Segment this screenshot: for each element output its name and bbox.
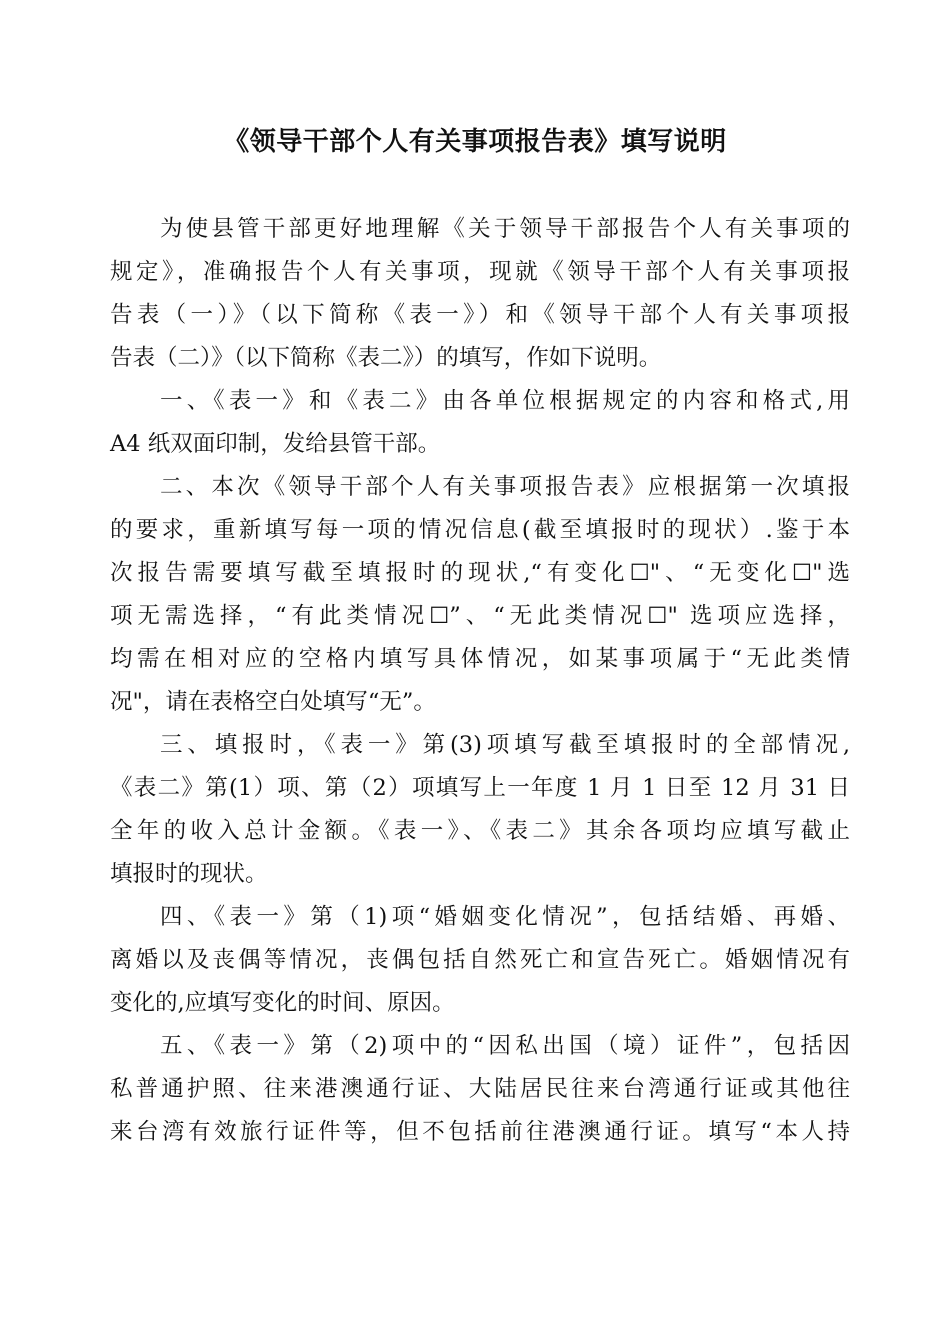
- text-line: 二、本次《领导干部个人有关事项报告表》应根据第一次填报: [160, 474, 850, 500]
- text-line: 告表（二）》（以下简称《表二》）的填写，作如下说明。: [110, 345, 662, 371]
- text-line: 填报时的现状。: [110, 861, 268, 887]
- text-line: 一、《表一》和《表二》由各单位根据规定的内容和格式,用: [160, 388, 850, 414]
- text-line: 均需在相对应的空格内填写具体情况，如某事项属于“无此类情: [110, 646, 850, 672]
- paragraph-intro: [110, 208, 850, 380]
- paragraph-item-3: [110, 724, 850, 896]
- document-body: [110, 208, 850, 1154]
- text-line: 三、填报时，《表一》第(3)项填写截至填报时的全部情况,: [160, 732, 850, 758]
- text-line: 告表（一）》（以下简称《表一》）和《领导干部个人有关事项报: [110, 302, 850, 328]
- text-line: 项无需选择，“有此类情况☐”、“无此类情况☐" 选项应选择，: [110, 603, 850, 629]
- text-line: 《表二》第(1）项、第（2）项填写上一年度 1 月 1 日至 12 月 31 日: [110, 775, 850, 801]
- document-title: 《领导干部个人有关事项报告表》填写说明: [223, 127, 727, 157]
- text-line: 私普通护照、往来港澳通行证、大陆居民往来台湾通行证或其他往: [110, 1076, 850, 1102]
- paragraph-item-5: [110, 1025, 850, 1154]
- paragraph-item-1: [110, 380, 850, 466]
- text-line: A4 纸双面印制，发给县管干部。: [110, 431, 441, 457]
- text-line: 变化的,应填写变化的时间、原因。: [110, 990, 455, 1016]
- paragraph-item-2: [110, 466, 850, 724]
- text-line: 次报告需要填写截至填报时的现状,“有变化☐"、“无变化☐"选: [110, 560, 850, 586]
- text-line: 离婚以及丧偶等情况，丧偶包括自然死亡和宣告死亡。婚姻情况有: [110, 947, 850, 973]
- text-line: 来台湾有效旅行证件等，但不包括前往港澳通行证。填写“本人持: [110, 1119, 850, 1145]
- paragraph-item-4: [110, 896, 850, 1025]
- text-line: 为使县管干部更好地理解《关于领导干部报告个人有关事项的: [160, 216, 850, 242]
- text-line: 全年的收入总计金额。《表一》、《表二》其余各项均应填写截止: [110, 818, 850, 844]
- text-line: 四、《表一》第（1)项“婚姻变化情况”，包括结婚、再婚、: [160, 904, 850, 930]
- text-line: 的要求，重新填写每一项的情况信息(截至填报时的现状）.鉴于本: [110, 517, 850, 543]
- text-line: 规定》，准确报告个人有关事项，现就《领导干部个人有关事项报: [110, 259, 850, 285]
- text-line: 况"，请在表格空白处填写“无”。: [110, 689, 436, 715]
- text-line: 五、《表一》第（2)项中的“因私出国（境）证件”，包括因: [160, 1033, 850, 1059]
